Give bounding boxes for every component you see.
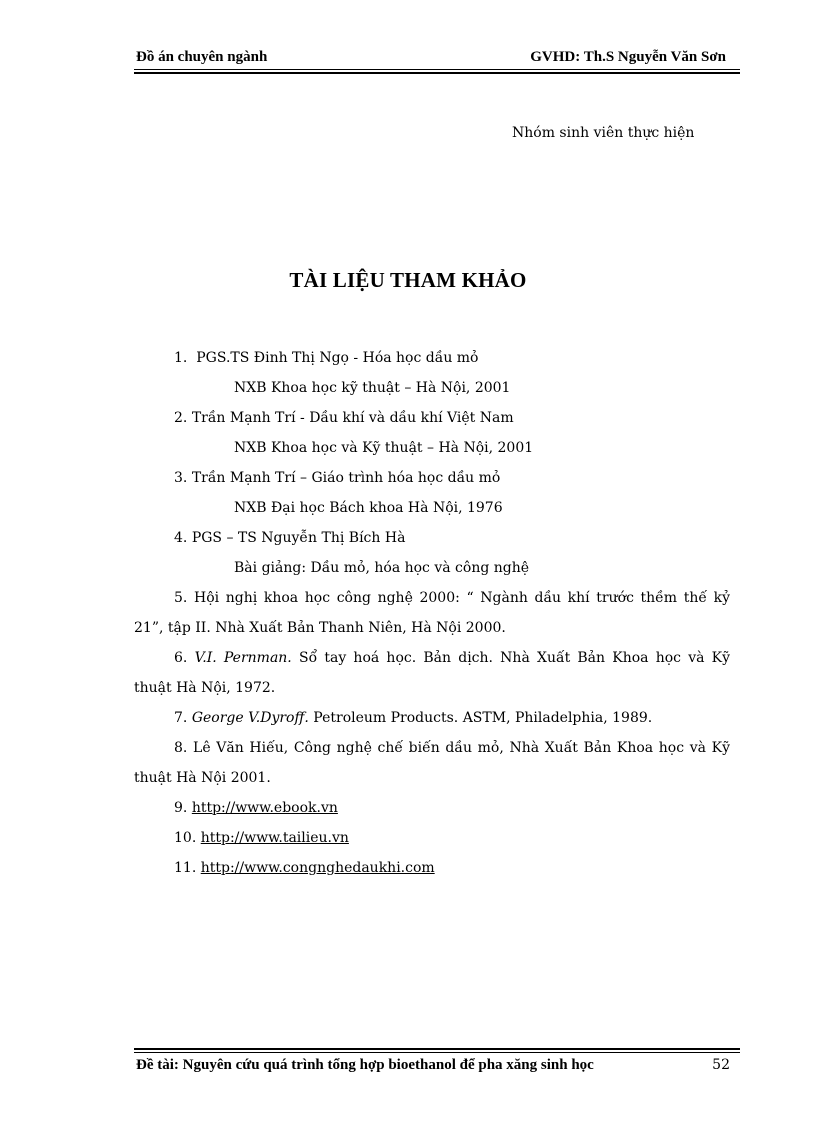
reference-item-1 [134,343,730,373]
header-course: Đồ án chuyên ngành [136,49,268,65]
reference-item-8 [134,733,730,793]
reference-item-10 [134,823,730,853]
reference-text: Sổ tay hoá học. Bản dịch. Nhà Xuất Bản Khoa học và Kỹ thuật Hà Nội, 1972. [134,650,731,696]
reference-publisher: NXB Khoa học kỹ thuật – Hà Nội, 2001 [234,380,511,396]
reference-item-9 [134,793,730,823]
reference-text: Petroleum Products. ASTM, Philadelphia, 1989. [313,710,653,726]
reference-author: V.I. Pernman. [194,650,292,666]
header-advisor: GVHD: Th.S Nguyễn Văn Sơn [530,49,726,65]
reference-publisher: Bài giảng: Dầu mỏ, hóa học và công nghệ [234,560,530,576]
page-header [134,48,740,70]
reference-number: 10. [174,830,197,846]
footer-rule-thin [134,1052,740,1053]
reference-text: Lê Văn Hiếu, Công nghệ chế biến dầu mỏ, Nhà Xuất Bản Khoa học và Kỹ thuật Hà Nội 2001. [134,740,731,786]
reference-text: Trần Mạnh Trí – Giáo trình hóa học dầu mỏ [191,470,501,486]
reference-item-6 [134,643,730,703]
reference-number: 7. [174,710,188,726]
footer-rule-thick [134,1048,740,1050]
reference-number: 4. [174,530,188,546]
student-group-signature: Nhóm sinh viên thực hiện [512,125,695,141]
reference-publisher: NXB Khoa học và Kỹ thuật – Hà Nội, 2001 [234,440,534,456]
reference-item-11 [134,853,730,883]
reference-item-4 [134,523,730,553]
footer-topic: Đề tài: Nguyên cứu quá trình tổng hợp bioethanol để pha xăng sinh học [136,1057,594,1073]
reference-text: Hội nghị khoa học công nghệ 2000: “ Ngành dầu khí trước thềm thế kỷ 21”, tập II. Nhà Xuất Bản Thanh Niên, Hà Nội 2000. [134,590,730,636]
reference-number: 3. [174,470,188,486]
reference-link[interactable]: http://www.ebook.vn [191,800,338,816]
reference-number: 5. [174,590,188,606]
reference-item-5 [134,583,730,643]
reference-item-7 [134,703,730,733]
reference-number: 1. [174,350,188,366]
header-rule-thin [134,69,740,70]
reference-number: 8. [174,740,188,756]
reference-item-4-subtitle [134,553,730,583]
reference-text: PGS.TS Đinh Thị Ngọ - Hóa học dầu mỏ [196,350,479,366]
reference-text: Trần Mạnh Trí - Dầu khí và dầu khí Việt Nam [191,410,514,426]
reference-number: 2. [174,410,188,426]
header-rule-thick [134,72,740,74]
page-title: TÀI LIỆU THAM KHẢO [289,268,527,292]
reference-item-1-publisher [134,373,730,403]
reference-item-2 [134,403,730,433]
reference-item-3 [134,463,730,493]
reference-item-3-publisher [134,493,730,523]
reference-link[interactable]: http://www.congnghedaukhi.com [200,860,435,876]
reference-list [134,343,730,883]
reference-link[interactable]: http://www.tailieu.vn [200,830,349,846]
reference-author: George V.Dyroff. [191,710,309,726]
reference-text: PGS – TS Nguyễn Thị Bích Hà [191,530,406,546]
page-number: 52 [712,1057,730,1073]
reference-publisher: NXB Đại học Bách khoa Hà Nội, 1976 [234,500,503,516]
reference-item-2-publisher [134,433,730,463]
reference-number: 11. [174,860,197,876]
reference-number: 9. [174,800,188,816]
reference-number: 6. [174,650,188,666]
